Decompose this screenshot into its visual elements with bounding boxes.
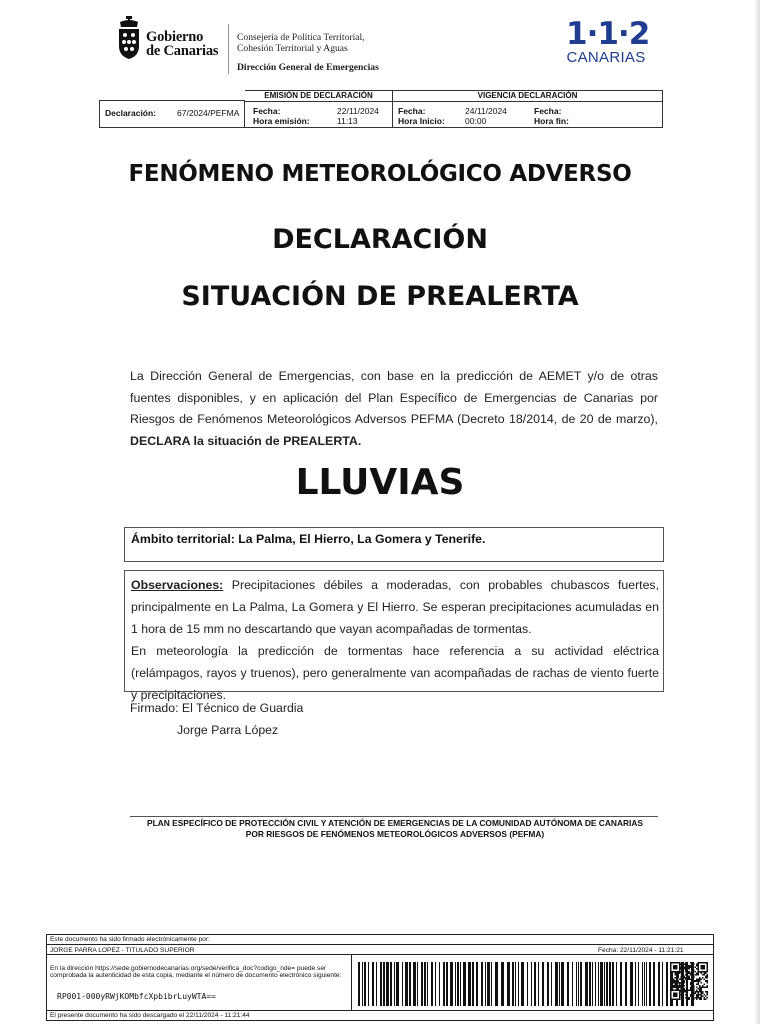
emergency-112-logo	[566, 16, 650, 66]
declaracion-label: Declaración:	[105, 108, 157, 118]
situation-title: SITUACIÓN DE PREALERTA	[181, 281, 579, 312]
footer-divider	[130, 816, 658, 817]
government-name-line2: de Canarias	[146, 43, 219, 59]
logo-112-number: 1·1·2	[566, 16, 650, 52]
fecha-fin-label: Fecha:	[534, 106, 562, 116]
intro-text: La Dirección General de Emergencias, con base en la predicción de AEMET y/o de otras fuentes disponibles, y en aplicación del Plan Específico de Emergencias de Canarias por Riesgos de Fenómenos Meteorológicos Adversos PEFMA (Decreto 18/2014, de 20 de marzo),	[130, 369, 658, 426]
vigencia-fecha-value: 24/11/2024	[465, 106, 507, 116]
direccion-general: Dirección General de Emergencias	[237, 62, 379, 73]
declaration-title: DECLARACIÓN	[272, 224, 488, 255]
footer-line2: POR RIESGOS DE FENÓMENOS METEOROLÓGICOS ADVERSOS (PEFMA)	[245, 828, 545, 839]
declaration-info-table	[99, 90, 663, 128]
intro-bold-text: DECLARA la situación de PREALERTA.	[130, 433, 362, 448]
sig-document-code: RP001-000yRWjKOMbfcXpbibrLuyWTA==	[57, 992, 216, 1001]
signer-name: Jorge Parra López	[177, 723, 279, 737]
vigencia-header: VIGENCIA DECLARACIÓN	[393, 91, 662, 102]
emision-fecha-value: 22/11/2024	[337, 106, 379, 116]
electronic-signature-block	[46, 934, 714, 1022]
declaracion-value: 67/2024/PEFMA	[177, 108, 240, 118]
observaciones-box	[124, 570, 664, 702]
government-name	[146, 30, 218, 58]
footer-plan-text	[100, 818, 690, 839]
gobierno-canarias-crest-icon	[116, 16, 142, 60]
observaciones-text	[131, 574, 659, 706]
hora-inicio-label: Hora Inicio:	[398, 116, 445, 126]
intro-paragraph	[130, 366, 658, 452]
emision-header: EMISIÓN DE DECLARACIÓN	[245, 91, 392, 102]
sig-notice-row	[46, 934, 714, 944]
page-edge-shadow	[754, 0, 760, 1024]
sig-download-row	[46, 1011, 714, 1021]
vigencia-fecha-label: Fecha:	[398, 106, 426, 116]
logo-112-region: CANARIAS	[566, 49, 646, 66]
hora-emision-label: Hora emisión:	[253, 116, 310, 126]
consejeria-line1: Consejería de Política Territorial,	[237, 32, 365, 43]
emision-fecha-label: Fecha:	[253, 106, 281, 116]
sig-fecha-cell	[594, 947, 714, 955]
qr-code-icon	[670, 962, 708, 1000]
hazard-title: LLUVIAS	[295, 462, 465, 503]
vigencia-cell	[393, 90, 663, 128]
consejeria	[237, 33, 365, 54]
phenomenon-title: FENÓMENO METEOROLÓGICO ADVERSO	[128, 161, 632, 187]
observaciones-paragraph2: En meteorología la predicción de tormentas hace referencia a su actividad eléctrica (relámpagos, rayos y truenos), pero generalmente van acompañadas de rachas de viento fuerte y precipitaciones.	[131, 644, 659, 702]
declaration-number-cell	[99, 100, 245, 128]
header-divider	[228, 24, 229, 74]
hora-emision-value: 11:13	[337, 116, 358, 126]
government-name-line1: Gobierno	[146, 29, 204, 45]
sig-signer: JORGE PARRA LOPEZ - TITULADO SUPERIOR	[50, 947, 195, 954]
sig-verify-cell	[46, 955, 352, 1011]
ambito-text: Ámbito territorial: La Palma, El Hierro, La Gomera y Tenerife.	[131, 532, 486, 546]
download-notice: El presente documento ha sido descargado el 22/11/2024 - 11:21:44	[50, 1012, 250, 1019]
consejeria-line2: Cohesión Territorial y Aguas	[237, 42, 348, 54]
observaciones-label: Observaciones:	[131, 578, 224, 592]
signed-by: Firmado: El Técnico de Guardia	[130, 701, 304, 715]
sig-verify-text: En la dirección https://sede.gobiernodecanarias.org/sede/verifica_doc?codigo_nde= puede ser comprobada la autenticidad de esta copia, mediante el número de documento electrónico siguiente:	[50, 965, 342, 980]
emision-cell	[245, 90, 393, 128]
sig-fecha: Fecha: 22/11/2024 - 11:21:21	[598, 947, 684, 954]
footer-line1: PLAN ESPECÍFICO DE PROTECCIÓN CIVIL Y ATENCIÓN DE EMERGENCIAS DE LA COMUNIDAD AUTÓNOMA DE CANARIAS	[146, 818, 643, 828]
hora-inicio-value: 00:00	[465, 116, 487, 126]
signed-notice: Este documento ha sido firmado electrónicamente por:	[50, 936, 210, 943]
observaciones-paragraph1: Precipitaciones débiles a moderadas, con probables chubascos fuertes, principalmente en La Palma, La Gomera y El Hierro. Se esperan precipitaciones acumuladas en 1 hora de 15 mm no descartando que vayan acompañadas de tormentas.	[131, 578, 659, 636]
barcode-icon	[356, 960, 710, 1008]
ambito-box	[124, 527, 664, 562]
hora-fin-label: Hora fin:	[534, 116, 569, 126]
